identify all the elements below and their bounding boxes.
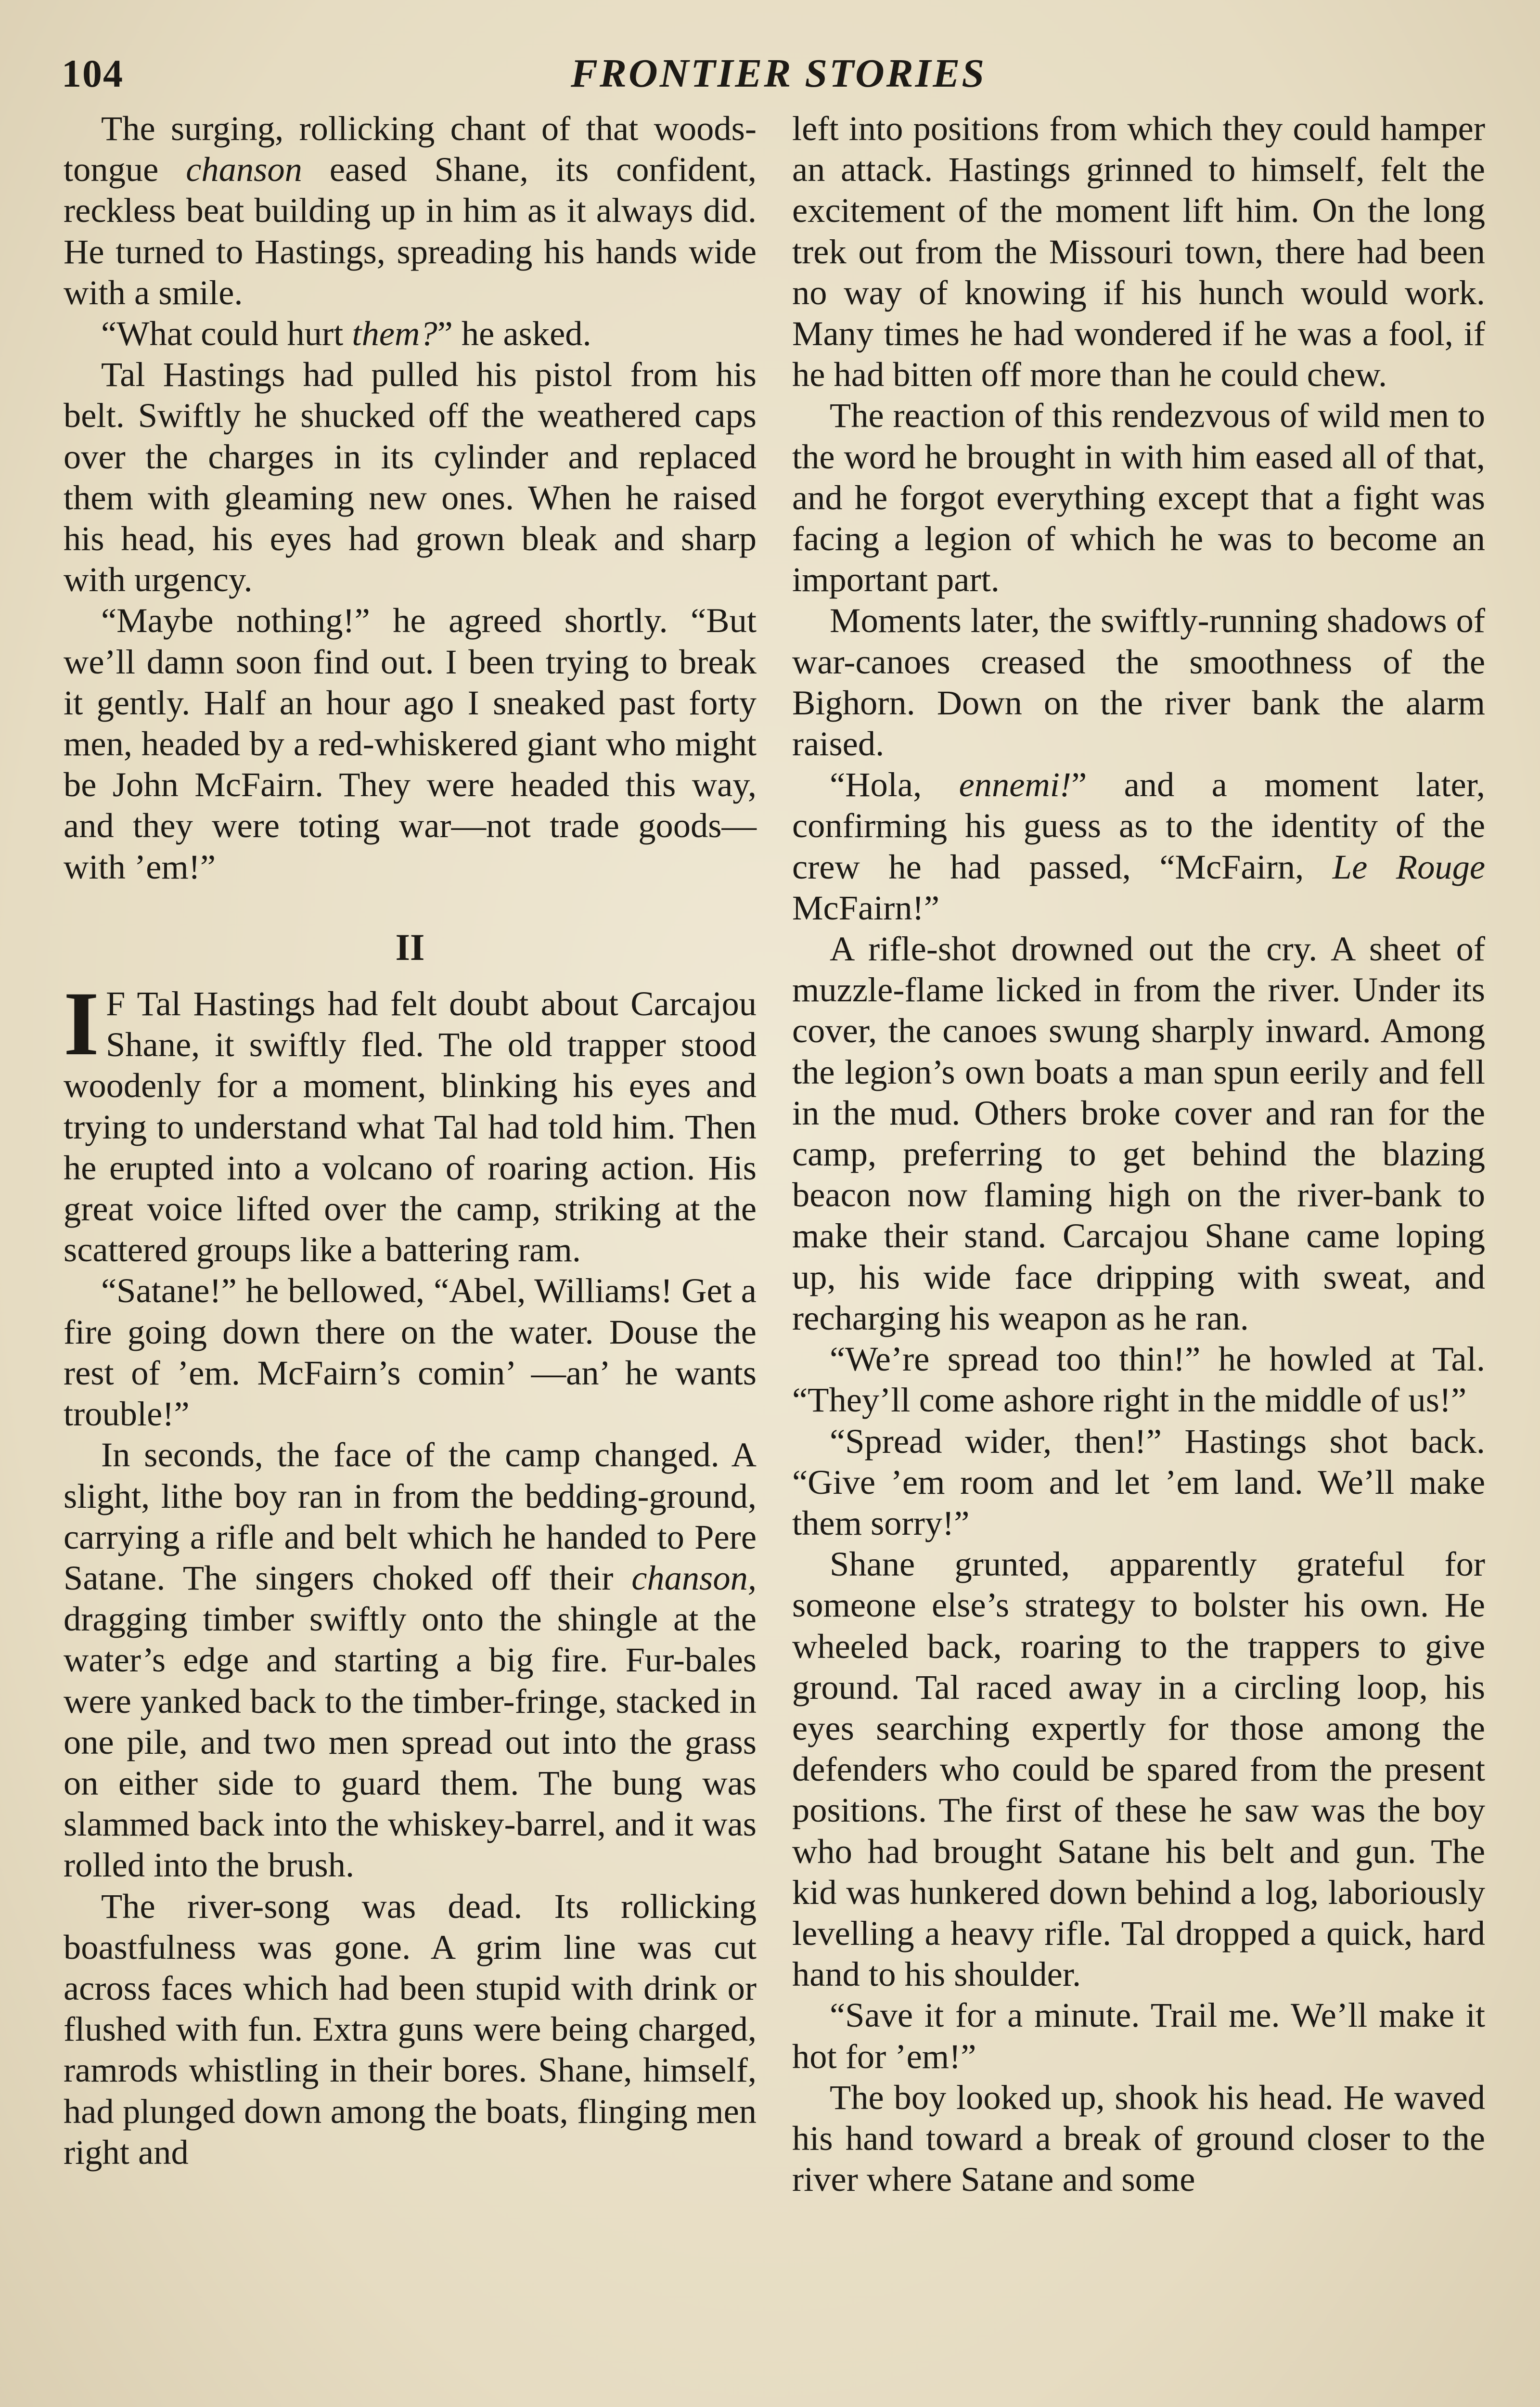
left-column: [64, 108, 757, 2407]
paragraph: In seconds, the face of the camp changed. A slight, lithe boy ran in from the bedding-ground, carrying a rifle and belt which he handed to Pere Satane. The singers choked off their chanson, dragging timber swiftly onto the shingle at the water’s edge and starting a big fire. Fur-bales were yanked back to the timber-fringe, stacked in one pile, and two men spread out into the grass on either side to guard them. The bung was slammed back into the whiskey-barrel, and it was rolled into the brush.: [64, 1435, 757, 1885]
page-number: 104: [62, 52, 124, 95]
paragraph: The river-song was dead. Its rollicking boastfulness was gone. A grim line was cut across faces which had been stupid with drink or flushed with fun. Extra guns were being charged, ramrods whistling in their bores. Shane, himself, had plunged down among the boats, flinging men right and: [64, 1886, 757, 2172]
paragraph: “We’re spread too thin!” he howled at Tal. “They’ll come ashore right in the middle of us!”: [792, 1339, 1485, 1420]
paragraph: “Satane!” he bellowed, “Abel, Williams! Get a fire going down there on the water. Douse the rest of ’em. McFairn’s comin’ —an’ he wants trouble!”: [64, 1271, 757, 1434]
paragraph: left into positions from which they could hamper an attack. Hastings grinned to himself, felt the excitement of the moment lift him. On the long trek out from the Missouri town, there had been no way of knowing if his hunch would work. Many times he had wondered if he was a fool, if he had bitten off more than he could chew.: [792, 109, 1485, 394]
paragraph: “Save it for a minute. Trail me. We’ll make it hot for ’em!”: [792, 1995, 1485, 2076]
paragraph: “Hola, ennemi!” and a moment later, confirming his guess as to the identity of the crew he had passed, “McFairn, Le Rouge McFairn!”: [792, 765, 1486, 927]
paragraph: The surging, rollicking chant of that woods-tongue chanson eased Shane, its confident, reckless beat building up in him as it always did. He turned to Hastings, spreading his hands wide with a smile.: [64, 109, 757, 312]
paragraph: Tal Hastings had pulled his pistol from his belt. Swiftly he shucked off the weathered caps over the charges in its cylinder and replaced them with gleaming new ones. When he raised his head, his eyes had grown bleak and sharp with urgency.: [64, 355, 757, 599]
drop-cap: I: [64, 973, 99, 1075]
page-header: [62, 46, 1481, 104]
paragraph: I F Tal Hastings had felt doubt about Carcajou Shane, it swiftly fled. The old trapper stood woodenly for a moment, blinking his eyes and trying to understand what Tal had told him. Then he erupted into a volcano of roaring action. His great voice lifted over the camp, striking at the scattered groups like a battering ram.: [64, 973, 757, 1269]
paragraph: “Maybe nothing!” he agreed shortly. “But we’ll damn soon find out. I been trying to break it gently. Half an hour ago I sneaked past forty men, headed by a red-whiskered giant who might be John McFairn. They were headed this way, and they were toting war—not trade goods—with ’em!”: [64, 601, 757, 886]
paragraph: Shane grunted, apparently grateful for someone else’s strategy to bolster his own. He wheeled back, roaring to the trappers to give ground. Tal raced away in a circling loop, his eyes searching expertly for those among the defenders who could be spared from the present positions. The first of these he saw was the boy who had brought Satane his belt and gun. The kid was hunkered down behind a log, laboriously levelling a heavy rifle. Tal dropped a quick, hard hand to his shoulder.: [792, 1544, 1485, 1994]
paragraph: “Spread wider, then!” Hastings shot back. “Give ’em room and let ’em land. We’ll make them sorry!”: [792, 1421, 1485, 1542]
magazine-title: FRONTIER STORIES: [571, 51, 987, 96]
paragraph: The boy looked up, shook his head. He waved his hand toward a break of ground closer to the river where Satane and some: [792, 2077, 1485, 2199]
paragraph: The reaction of this rendezvous of wild men to the word he brought in with him eased all of that, and he forgot everything except that a fight was facing a legion of which he was to become an important part.: [792, 396, 1485, 599]
paragraph: A rifle-shot drowned out the cry. A sheet of muzzle-flame licked in from the river. Under its cover, the canoes swung sharply inward. Among the legion’s own boats a man spun eerily and fell in the mud. Others broke cover and ran for the camp, preferring to get behind the blazing beacon now flaming high on the river-bank to make their stand. Carcajou Shane came loping up, his wide face dripping with sweat, and recharging his weapon as he ran.: [792, 929, 1485, 1337]
right-column: [792, 108, 1485, 2407]
paragraph: “What could hurt them?” he asked.: [101, 314, 591, 353]
section-heading: II: [395, 926, 425, 968]
paragraph: Moments later, the swiftly-running shadows of war-canoes creased the smoothness of the Bighorn. Down on the river bank the alarm raised.: [792, 601, 1485, 764]
